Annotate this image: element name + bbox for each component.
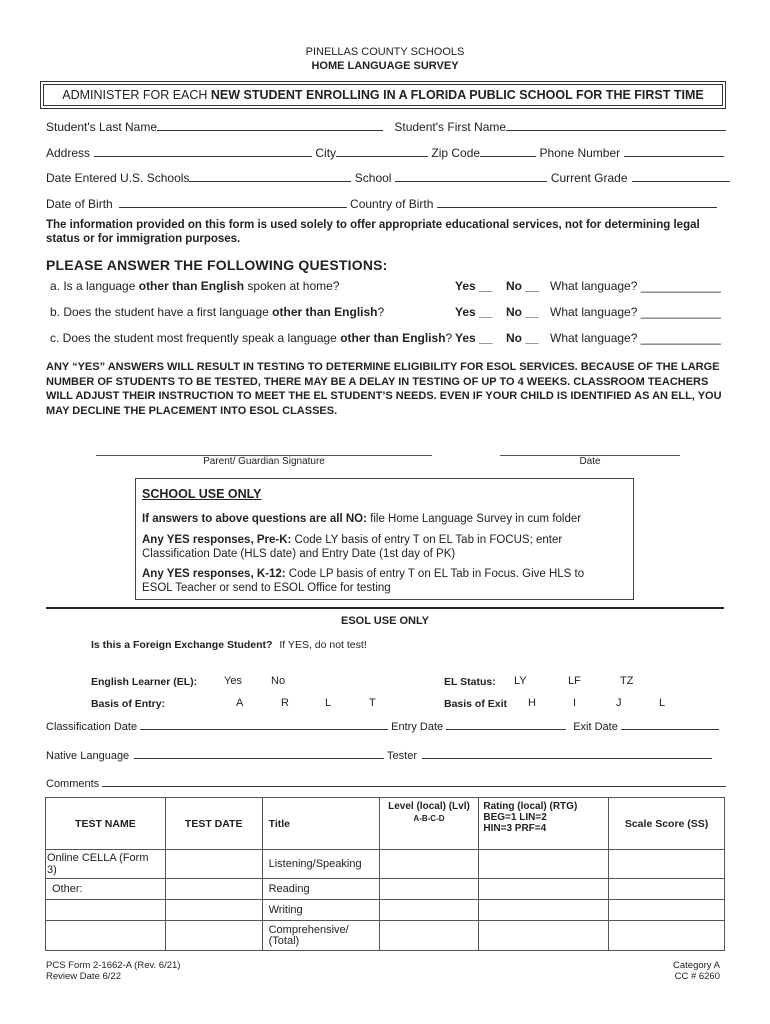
foreign-exchange-note: If YES, do not test! bbox=[279, 639, 367, 651]
comments-label: Comments bbox=[46, 778, 100, 790]
school-use-box bbox=[135, 478, 634, 600]
exit-option-i[interactable]: I bbox=[573, 697, 577, 709]
level-cell[interactable] bbox=[379, 879, 479, 900]
form-info bbox=[46, 960, 180, 982]
signature-label: Parent/ Guardian Signature bbox=[203, 456, 325, 467]
exit-option-h[interactable]: H bbox=[528, 697, 536, 709]
country-field[interactable] bbox=[437, 196, 717, 208]
phone-label: Phone Number bbox=[539, 146, 621, 160]
banner-emphasis: NEW STUDENT ENROLLING IN A FLORIDA PUBLIC SCHOOL FOR THE FIRST TIME bbox=[210, 88, 704, 102]
yes-option[interactable]: Yes __ bbox=[455, 305, 493, 319]
level-header: Level (local) (Lvl) A-B-C-D bbox=[379, 798, 479, 850]
entry-date-label: Entry Date bbox=[391, 721, 444, 733]
test-date-cell[interactable] bbox=[165, 900, 262, 921]
title-cell: Comprehensive/ (Total) bbox=[262, 921, 379, 951]
title-cell: Writing bbox=[262, 900, 379, 921]
signature-date-label: Date bbox=[579, 456, 601, 467]
zip-label: Zip Code bbox=[431, 146, 481, 160]
address-field[interactable] bbox=[94, 145, 312, 157]
test-date-cell[interactable] bbox=[165, 879, 262, 900]
test-name-cell[interactable] bbox=[46, 921, 166, 951]
address-row bbox=[46, 145, 724, 160]
basis-entry-label: Basis of Entry: bbox=[91, 698, 166, 710]
entry-date-field[interactable] bbox=[446, 718, 566, 730]
rating-cell[interactable] bbox=[479, 900, 609, 921]
native-language-field[interactable] bbox=[134, 747, 384, 759]
last-name-label: Student's Last Name bbox=[46, 120, 158, 134]
foreign-exchange-question: Is this a Foreign Exchange Student? bbox=[91, 639, 273, 651]
table-row bbox=[46, 921, 725, 951]
school-use-rule-no: If answers to above questions are all NO: file Home Language Survey in cum folder bbox=[142, 513, 582, 525]
test-date-cell[interactable] bbox=[165, 921, 262, 951]
basis-exit-label: Basis of Exit bbox=[444, 698, 508, 710]
level-cell[interactable] bbox=[379, 850, 479, 879]
status-option-tz[interactable]: TZ bbox=[620, 675, 634, 687]
exit-date-field[interactable] bbox=[621, 718, 719, 730]
what-language-field[interactable]: What language? ____________ bbox=[550, 331, 721, 345]
status-option-ly[interactable]: LY bbox=[514, 675, 527, 687]
review-date: Review Date 6/22 bbox=[46, 971, 121, 982]
what-language-field[interactable]: What language? ____________ bbox=[550, 305, 721, 319]
school-label: School bbox=[354, 171, 392, 185]
table-row bbox=[46, 850, 725, 879]
table-row bbox=[46, 879, 725, 900]
address-label: Address bbox=[46, 146, 91, 160]
status-option-lf[interactable]: LF bbox=[568, 675, 581, 687]
yes-option[interactable]: Yes __ bbox=[455, 331, 493, 345]
level-cell[interactable] bbox=[379, 921, 479, 951]
rating-cell[interactable] bbox=[479, 879, 609, 900]
title-cell: Reading bbox=[262, 879, 379, 900]
test-date-cell[interactable] bbox=[165, 850, 262, 879]
what-language-field[interactable]: What language? ____________ bbox=[550, 279, 721, 293]
first-name-field[interactable] bbox=[506, 119, 726, 131]
level-cell[interactable] bbox=[379, 900, 479, 921]
title-cell: Listening/Speaking bbox=[262, 850, 379, 879]
language-row bbox=[46, 747, 724, 762]
test-name-cell[interactable] bbox=[46, 900, 166, 921]
scale-score-cell[interactable] bbox=[609, 900, 725, 921]
entry-option-a[interactable]: A bbox=[236, 697, 244, 709]
school-use-rule-k12: Any YES responses, K-12: Code LP basis of entry T on EL Tab in Focus. Give HLS to ESOL Teacher or send to ESOL Office for testing bbox=[142, 568, 585, 594]
date-entered-label: Date Entered U.S. Schools bbox=[46, 171, 190, 185]
yes-option[interactable]: Yes __ bbox=[455, 279, 493, 293]
esol-notice: ANY “YES” ANSWERS WILL RESULT IN TESTING TO DETERMINE ELIGIBILITY FOR ESOL SERVICES. BECAUSE OF THE LARGE NUMBER OF STUDENTS TO BE TESTED, THERE MAY BE A DELAY IN TESTING OF UP TO 4 WEEKS. CLASSROOM TEACHERS WILL ADJUST THEIR INSTRUCTION TO MEET THE EL STUDENT’S NEEDS. EVEN IF YOUR CHILD IS IDENTIFIED AS AN ELL, YOU MAY DECLINE THE PLACEMENT INTO ESOL CLASSES. bbox=[46, 361, 722, 417]
exit-date-label: Exit Date bbox=[573, 721, 618, 733]
scale-score-cell[interactable] bbox=[609, 879, 725, 900]
scale-score-header: Scale Score (SS) bbox=[609, 798, 725, 850]
zip-field[interactable] bbox=[480, 145, 536, 157]
country-label: Country of Birth bbox=[350, 197, 434, 211]
test-name-cell: Online CELLA (Form 3) bbox=[46, 850, 166, 879]
questions-heading: PLEASE ANSWER THE FOLLOWING QUESTIONS: bbox=[46, 257, 388, 273]
native-language-label: Native Language bbox=[46, 750, 130, 762]
privacy-notice: The information provided on this form is used solely to offer appropriate educational services, not for determining legal status or for immigration purposes. bbox=[46, 219, 700, 245]
exit-option-j[interactable]: J bbox=[616, 697, 622, 709]
el-yes-option[interactable]: Yes bbox=[224, 675, 242, 687]
administer-banner bbox=[43, 84, 723, 106]
table-header-row bbox=[46, 798, 725, 850]
form-number: PCS Form 2-1662-A (Rev. 6/21) bbox=[46, 960, 181, 971]
section-divider bbox=[46, 607, 724, 609]
first-name-label: Student's First Name bbox=[394, 120, 507, 134]
org-name: PINELLAS COUNTY SCHOOLS bbox=[305, 46, 465, 58]
no-option[interactable]: No __ bbox=[506, 279, 539, 293]
rating-cell[interactable] bbox=[479, 850, 609, 879]
page-title: HOME LANGUAGE SURVEY bbox=[311, 60, 459, 72]
scale-score-cell[interactable] bbox=[609, 850, 725, 879]
no-option[interactable]: No __ bbox=[506, 305, 539, 319]
question-text: b. Does the student have a first language other than English? bbox=[50, 305, 385, 319]
birth-row bbox=[46, 196, 724, 211]
dates-row bbox=[46, 718, 724, 733]
entry-option-l[interactable]: L bbox=[325, 697, 332, 709]
comments-field[interactable] bbox=[102, 775, 726, 787]
grade-label: Current Grade bbox=[550, 171, 628, 185]
school-field[interactable] bbox=[395, 170, 547, 182]
exit-option-l[interactable]: L bbox=[659, 697, 666, 709]
classification-date-field[interactable] bbox=[140, 718, 388, 730]
school-row bbox=[46, 170, 724, 185]
banner-prefix: ADMINISTER FOR EACH bbox=[62, 88, 211, 102]
entry-option-t[interactable]: T bbox=[369, 697, 376, 709]
el-no-option[interactable]: No bbox=[271, 675, 286, 687]
el-label: English Learner (EL): bbox=[91, 676, 198, 688]
el-status-label: EL Status: bbox=[444, 676, 496, 688]
test-name-header: TEST NAME bbox=[46, 798, 166, 850]
tester-label: Tester bbox=[387, 750, 418, 762]
table-row bbox=[46, 900, 725, 921]
cc-number: CC # 6260 bbox=[674, 971, 720, 982]
date-entered-field[interactable] bbox=[189, 170, 351, 182]
test-name-cell: Other: bbox=[46, 879, 166, 900]
rating-cell[interactable] bbox=[479, 921, 609, 951]
tester-field[interactable] bbox=[422, 747, 712, 759]
school-use-rule-prek: Any YES responses, Pre-K: Code LY basis of entry T on EL Tab in FOCUS; enter Classification Date (HLS date) and Entry Date (1st day of PK) bbox=[142, 534, 563, 560]
category-info bbox=[620, 960, 720, 982]
question-text: c. Does the student most frequently speak a language other than English? bbox=[50, 331, 453, 345]
comments-row bbox=[46, 775, 724, 790]
rating-header: Rating (local) (RTG) BEG=1 LIN=2 HIN=3 PRF=4 bbox=[479, 798, 609, 850]
city-label: City bbox=[315, 146, 337, 160]
test-score-table bbox=[45, 797, 725, 951]
no-option[interactable]: No __ bbox=[506, 331, 539, 345]
title-header: Title bbox=[262, 798, 379, 850]
dob-label: Date of Birth bbox=[46, 197, 113, 211]
last-name-field[interactable] bbox=[157, 119, 383, 131]
category: Category A bbox=[673, 960, 720, 971]
city-field[interactable] bbox=[336, 145, 428, 157]
name-row bbox=[46, 119, 724, 134]
entry-option-r[interactable]: R bbox=[281, 697, 289, 709]
grade-field[interactable] bbox=[632, 170, 730, 182]
test-date-header: TEST DATE bbox=[165, 798, 262, 850]
school-use-title: SCHOOL USE ONLY bbox=[142, 487, 262, 501]
esol-use-title: ESOL USE ONLY bbox=[340, 615, 430, 627]
question-text: a. Is a language other than English spoken at home? bbox=[50, 279, 340, 293]
phone-field[interactable] bbox=[624, 145, 724, 157]
dob-field[interactable] bbox=[119, 196, 347, 208]
classification-date-label: Classification Date bbox=[46, 721, 138, 733]
scale-score-cell[interactable] bbox=[609, 921, 725, 951]
foreign-exchange-row bbox=[91, 639, 367, 651]
